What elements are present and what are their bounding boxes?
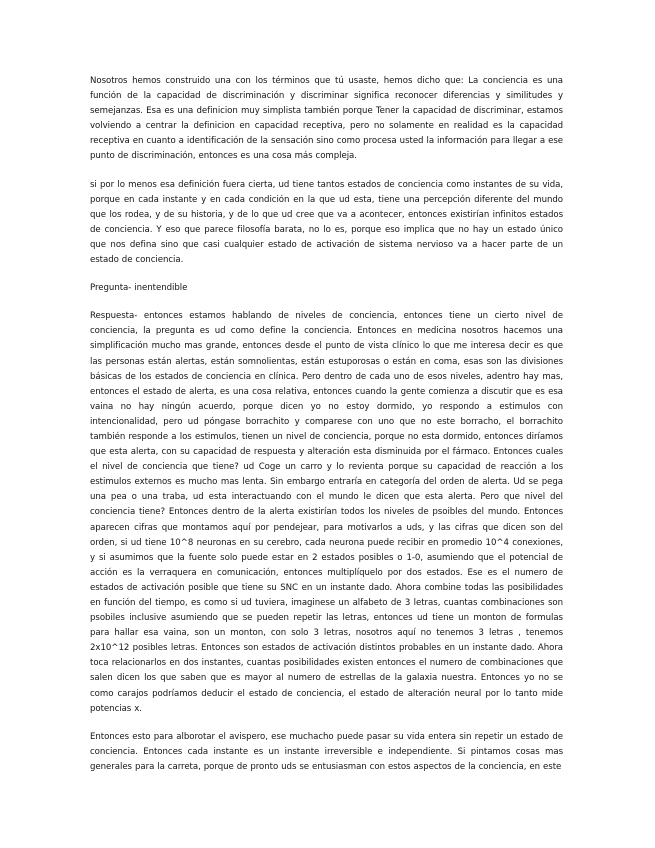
paragraph-avispero: Entonces esto para alborotar el avispero, ese muchacho puede pasar su vida entera sin repetir un estado de conciencia. Entonces cada instante es un instante irreversible e independiente. Si pintamos cosas mas generales para la carreta, porque de pronto uds se entusiasman con estos aspectos de la conciencia, en este	[90, 731, 563, 772]
paragraph-conciencia-definicion: Nosotros hemos construido una con los términos que tú usaste, hemos dicho que: La conciencia es una función de la capacidad de discriminación y discriminar significa reconocer diferencias y similitudes y semejanzas. Esa es una definicion muy simplista también porque Tener la capacidad de discriminar, estamos volviendo a centrar la definicion en capacidad receptiva, pero no solamente en realidad es la capacidad receptiva en cuanto a identificación de la sensación sino como procesa usted la información para llegar a ese punto de discriminación, entonces es una cosa más compleja.	[90, 76, 563, 162]
paragraph-estados-conciencia: si por lo menos esa definición fuera cierta, ud tiene tantos estados de conciencia como instantes de su vida, porque en cada instante y en cada condición en la que ud esta, tiene una percepción diferente del mundo que los rodea, y de su historia, y de lo que ud cree que va a acontecer, entonces existirían infinitos estados de conciencia. Y eso que parece filosofía barata, no lo es, porque eso implica que no hay un estado único que nos defina sino que casi cualquier estado de activación de sistema nervioso va a hacer parte de un estado de conciencia.	[90, 179, 563, 266]
document-page	[90, 74, 563, 788]
paragraph-respuesta: Respuesta- entonces estamos hablando de niveles de conciencia, entonces tiene un cierto nivel de conciencia, la pregunta es ud como define la conciencia. Entonces en medicina nosotros hacemos una simplificación mucho mas grande, entonces desde el punto de vista clínico lo que me interesa decir es que las personas están alertas, están somnolientas, están estuporosas o están en coma, esas son las divisiones básicas de los estados de conciencia en clínica. Pero dentro de cada uno de esos niveles, adentro hay mas, entonces el estado de alerta, es una cosa relativa, entonces cuando la gente comienza a discutir que es esa vaina no hay ningún acuerdo, porque dicen yo no estoy dormido, yo respondo a estimulos con intencionalidad, pero ud póngase borrachito y comparese con uno que no este borracho, el borrachito también responde a los estimulos, tienen un nivel de conciencia, porque no esta dormido, entonces diríamos que esta alerta, con su capacidad de respuesta y alteración esta disminuida por el fármaco. Entonces cuales el nivel de conciencia que tiene? ud Coge un carro y lo revienta porque su capacidad de reacción a los estimulos externos es mucho mas lenta. Sin embargo entraría en categoría del orden de alerta. Ud se pega una pea o una traba, ud esta interactuando con el mundo le dicen que esta alerta. Pero que nivel del conciencia tiene? Entonces dentro de la alerta existirían todos los niveles de psoibles del mundo. Entonces aparecen cifras que montamos aquí por pendejear, para motivarlos a uds, y las cifras que dicen son del orden, si ud tiene 10^8 neuronas en su cerebro, cada neurona puede recibir en promedio 10^4 conexiones, y si asumimos que la fuente solo puede estar en 2 estados posibles o 1-0, asumiendo que el potencial de acción es la verraquera en comunicación, entonces multiplíquelo por dos estados. Ese es el numero de estados de activación posible que tiene su SNC en un instante dado. Ahora combine todas las posibilidades en función del tiempo, es como si ud tuviera, imaginese un alfabeto de 3 letras, cuantas combinaciones son psobiles inclusive asumiendo que se pueden repetir las letras, entonces ud tiene un monton de formulas para hallar esa vaina, son un monton, con solo 3 letras, nosotros aquí no tenemos 3 letras , tenemos 2x10^12 posibles letras. Entonces son estados de activación distintos probables en un instante dado. Ahora toca relacionarlos en dos instantes, cuantas posibilidades existen entonces el numero de combinaciones que salen dicen los que saben que es mayor al numero de estrellas de la galaxia nuestra. Entonces yo no se como carajos podríamos deducir el estado de conciencia, el estado de alteración neural por lo tanto mide potencias x.	[90, 311, 563, 714]
question-label: Pregunta- inentendible	[90, 283, 188, 294]
